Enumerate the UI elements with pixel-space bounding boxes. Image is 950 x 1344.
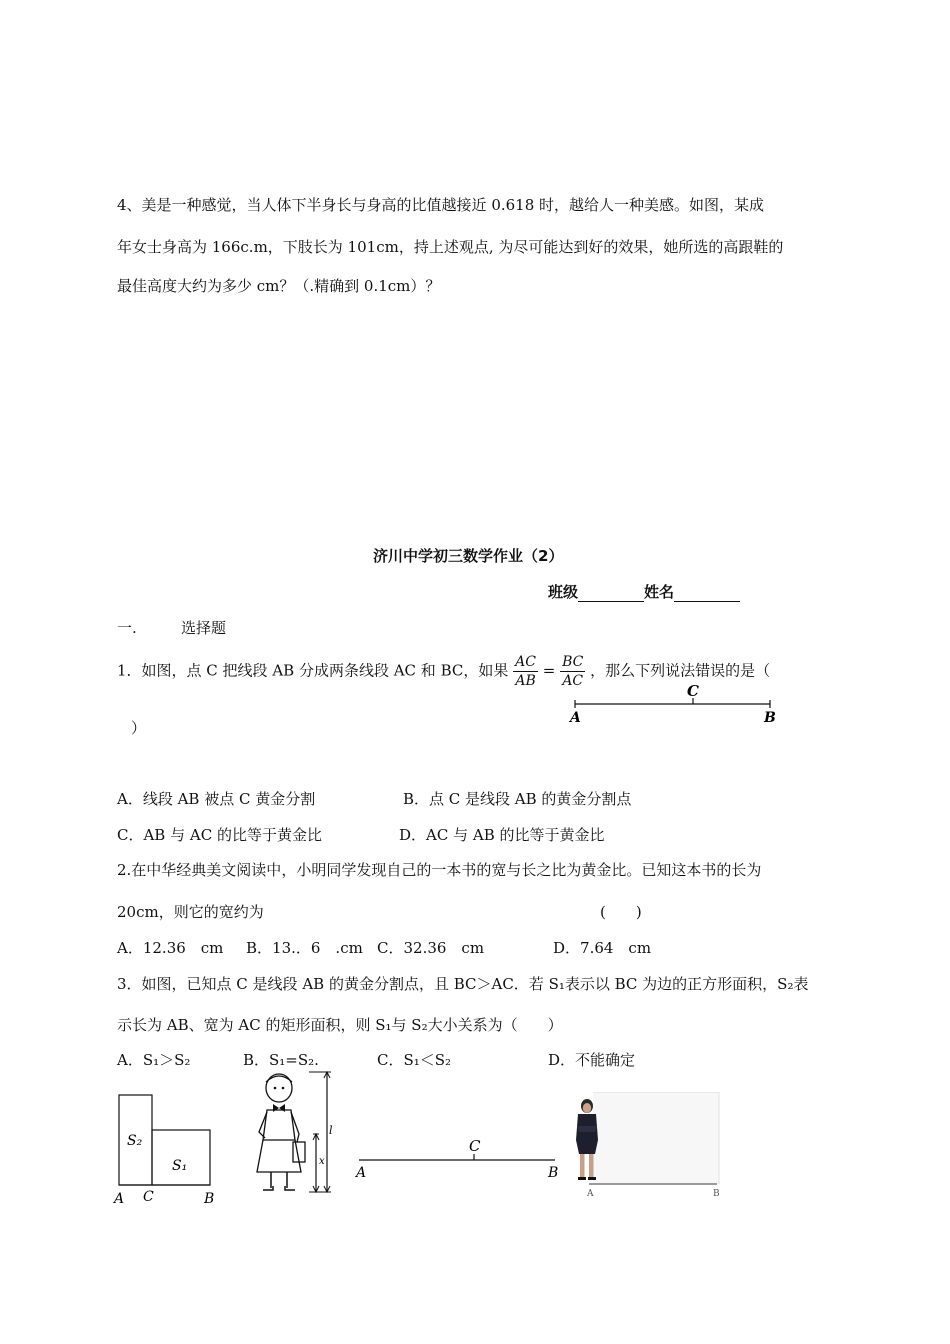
label-l: l — [329, 1124, 333, 1137]
fig3-label-c: C — [469, 1137, 481, 1155]
fig1-label-a: A — [114, 1191, 125, 1207]
q2-line2: 20cm，则它的宽约为 — [117, 903, 264, 921]
label-s2: S₂ — [127, 1133, 143, 1149]
fig3-label-b: B — [548, 1165, 559, 1181]
q2-option-c: C．32.36 cm — [377, 939, 485, 957]
q2-line1: 2.在中华经典美文阅读中，小明同学发现自己的一本书的宽与长之比为黄金比。已知这本书的长为 — [117, 861, 762, 879]
q1-prefix: 1．如图，点 C 把线段 AB 分成两条线段 AC 和 BC，如果 — [117, 661, 509, 680]
label-s1: S₁ — [172, 1158, 188, 1174]
q1-option-b: B．点 C 是线段 AB 的黄金分割点 — [403, 790, 632, 808]
q1-label-a: A — [570, 710, 581, 726]
fraction-ac-ab: $\frac{AC}{AB}$ — [515, 654, 536, 689]
fig1-label-b: B — [204, 1191, 215, 1207]
q1-close-paren: ） — [131, 719, 147, 737]
q4-line1: 4、美是一种感觉，当人体下半身长与身高的比值越接近 0.618 时，越给人一种美感。如图，某成 — [117, 196, 765, 214]
q1-suffix: ，那么下列说法错误的是（ — [590, 661, 771, 680]
q4-line3: 最佳高度大约为多少 cm？（.精确到 0.1cm）？ — [117, 277, 441, 295]
q4-line2: 年女士身高为 166c.m，下肢长为 101cm，持上述观点, 为尽可能达到好的效果，她所选的高跟鞋的 — [117, 238, 784, 256]
woman-photo-figure — [565, 1092, 730, 1200]
name-blank — [674, 585, 740, 602]
equals-sign: = — [542, 661, 556, 680]
q3-option-b: B．S₁=S₂. — [243, 1051, 319, 1069]
woman-height-figure — [243, 1068, 343, 1200]
class-blank — [578, 585, 644, 602]
fig1-label-c: C — [143, 1189, 154, 1205]
segment-figure — [350, 1130, 565, 1185]
q2-option-d: D．7.64 cm — [553, 939, 652, 957]
q3-option-c: C．S₁＜S₂ — [377, 1051, 452, 1069]
fig4-label-a: A — [587, 1189, 594, 1199]
q3-line2: 示长为 AB、宽为 AC 的矩形面积，则 S₁与 S₂大小关系为（ ） — [117, 1016, 563, 1034]
class-name-row — [548, 582, 740, 602]
name-label: 姓名 — [644, 583, 675, 601]
q3-option-a: A．S₁＞S₂ — [117, 1051, 191, 1069]
section-number: 一. — [117, 619, 137, 637]
page-title: 济川中学初三数学作业（2） — [373, 547, 564, 565]
fig3-label-a: A — [356, 1165, 367, 1181]
fig4-label-b: B — [713, 1189, 720, 1199]
q1-label-c: C — [687, 682, 699, 700]
label-x: x — [319, 1156, 325, 1167]
q2-answer-paren: ( ) — [600, 903, 642, 921]
fraction-bc-ac: $\frac{BC}{AC}$ — [562, 654, 584, 689]
q3-line1: 3．如图，已知点 C 是线段 AB 的黄金分割点，且 BC＞AC．若 S₁表示以 BC 为边的正方形面积，S₂表 — [117, 975, 809, 993]
q1-option-c: C．AB 与 AC 的比等于黄金比 — [117, 826, 322, 844]
q1-option-d: D．AC 与 AB 的比等于黄金比 — [399, 826, 605, 844]
q2-option-b: B．13.．6 .cm — [246, 939, 363, 957]
q1-option-a: A．线段 AB 被点 C 黄金分割 — [117, 790, 316, 808]
section-title: 选择题 — [181, 619, 227, 637]
q1-label-b: B — [764, 710, 776, 726]
q1-segment-diagram — [565, 680, 785, 726]
rectangles-figure — [110, 1090, 220, 1210]
q2-option-a: A．12.36 cm — [117, 939, 224, 957]
q3-option-d: D．不能确定 — [548, 1051, 636, 1069]
class-label: 班级 — [548, 583, 579, 601]
